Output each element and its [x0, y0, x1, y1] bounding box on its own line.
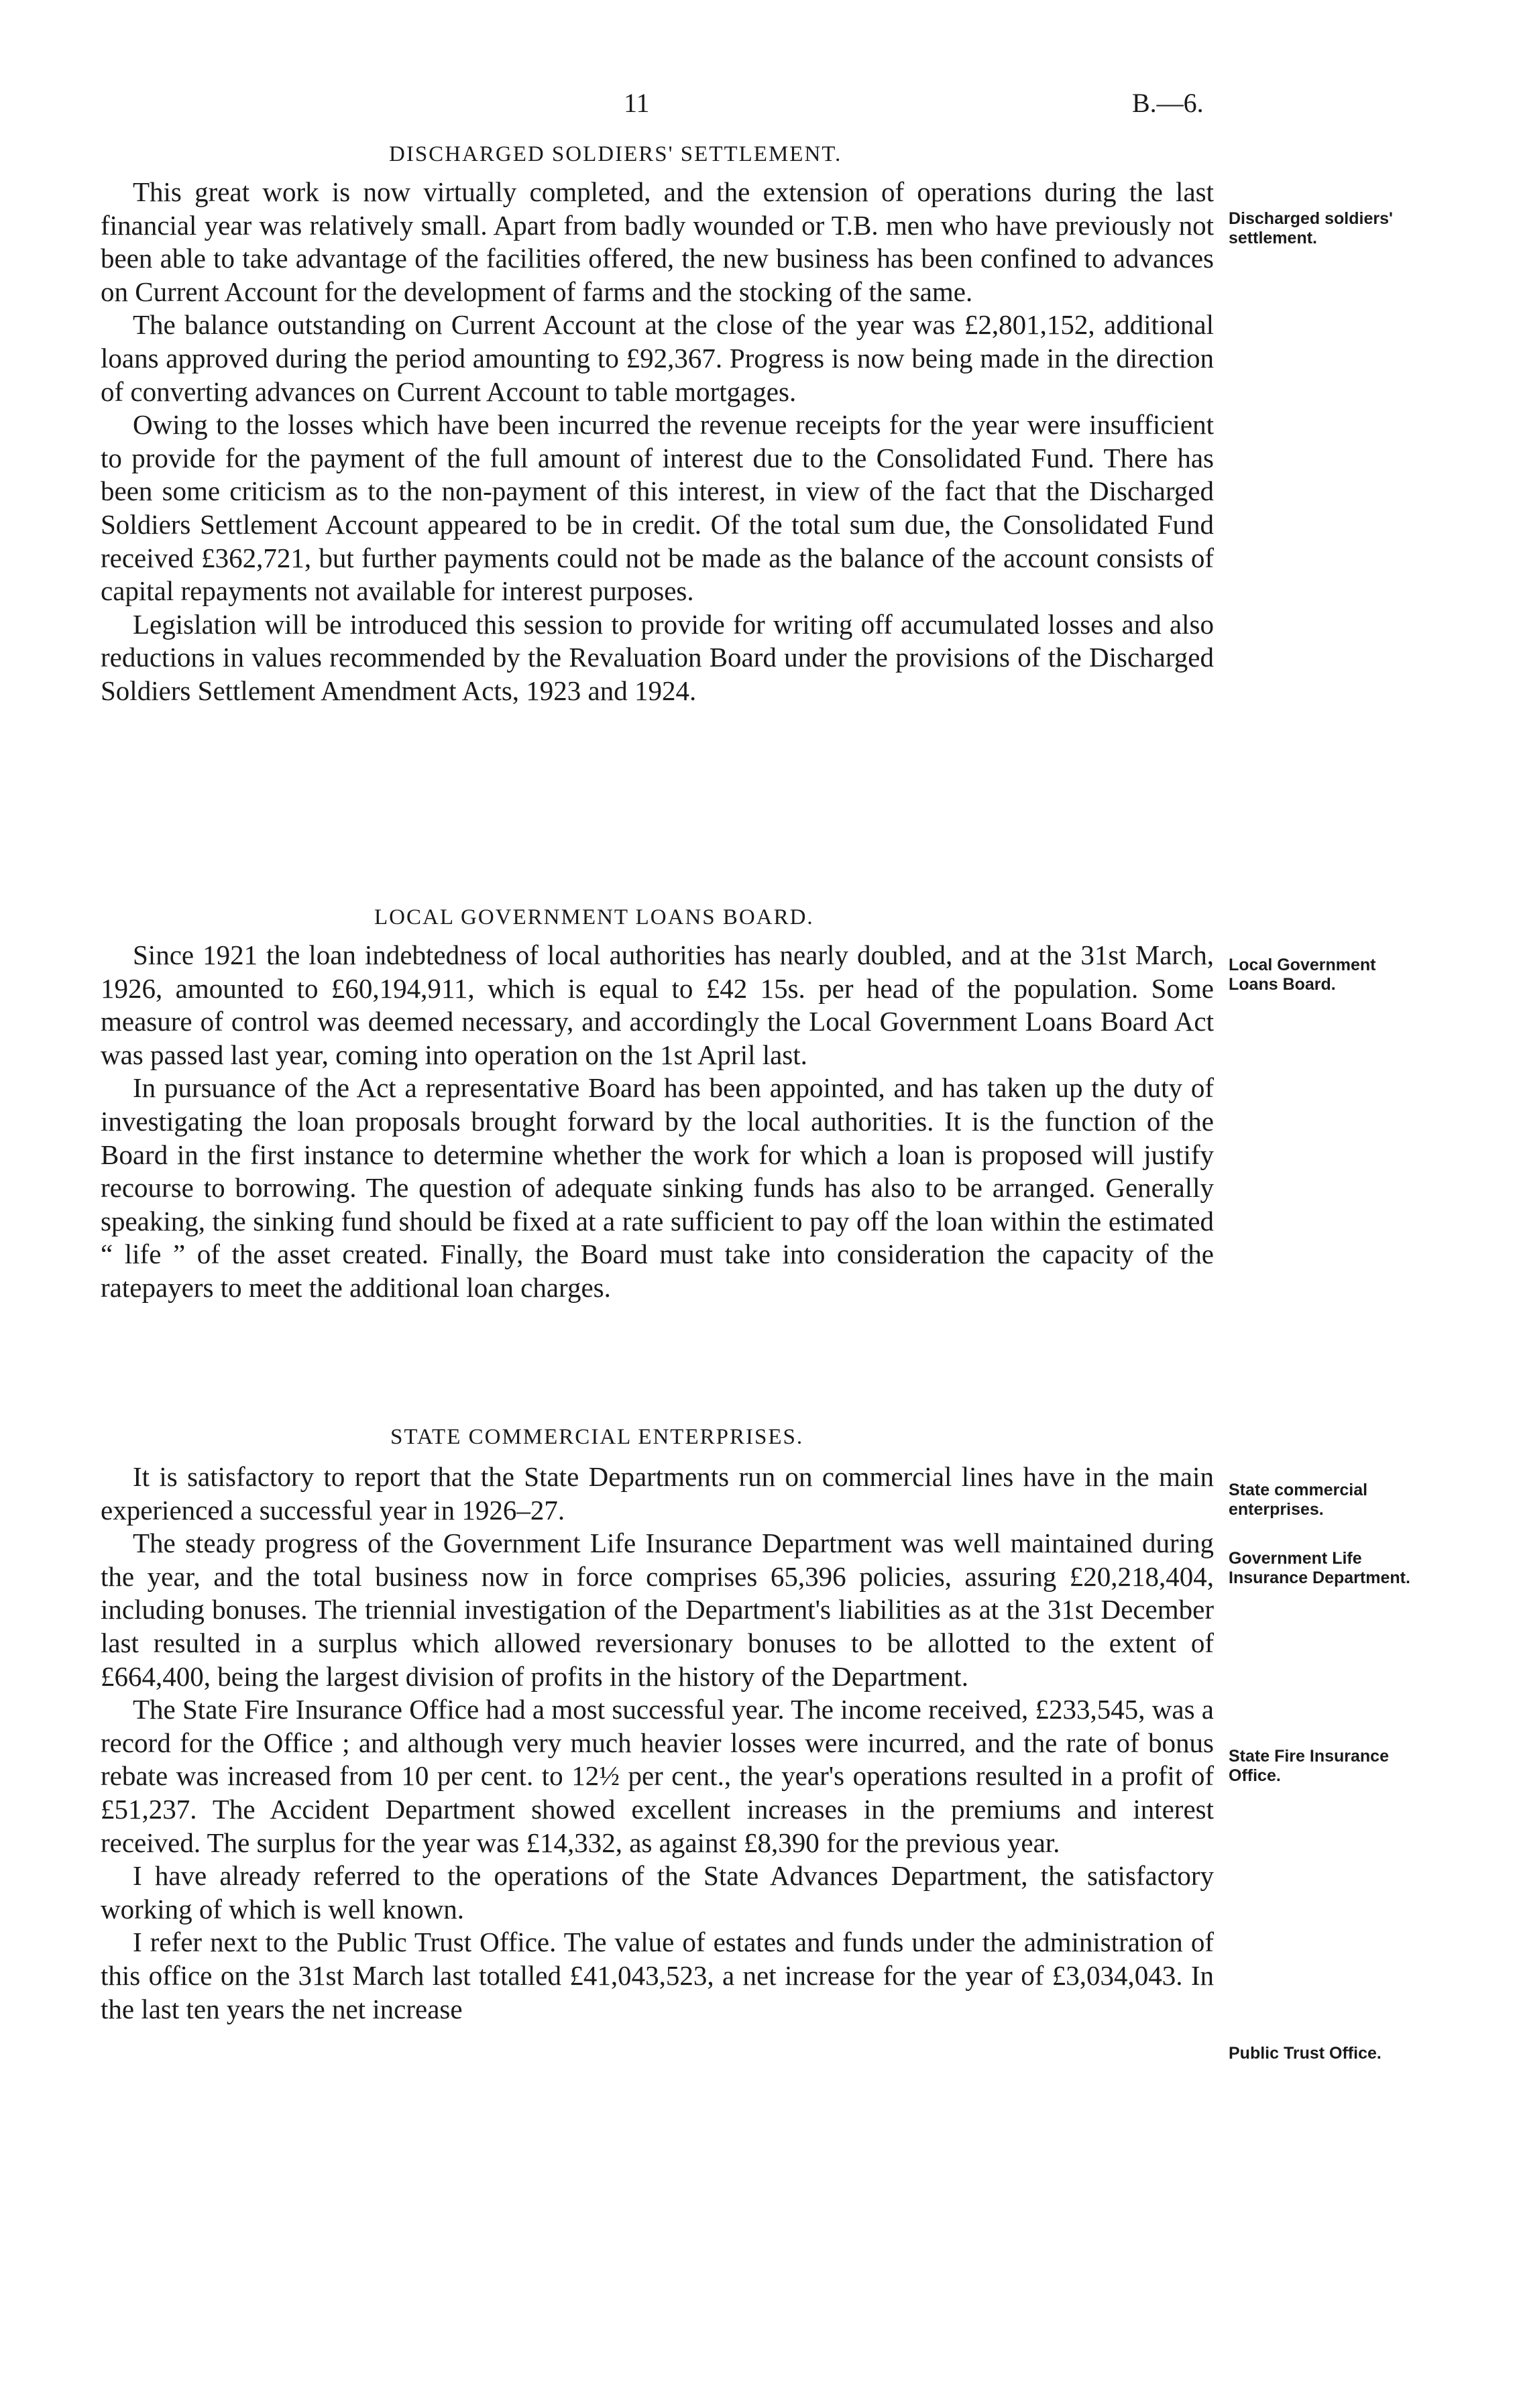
paragraph: The State Fire Insurance Office had a most successful year. The income received, £233,545, was a record for the Office ; and although very much heavier losses were incurred, and the rate of bonus rebate was increased from 10 per cent. to 12½ per cent., the year's operations resulted in a profit of £51,237. The Accident Department showed excellent increases in the premiums and interest received. The surplus for the year was £14,332, as against £8,390 for the previous year.	[101, 1694, 1214, 1858]
section-body-discharged-soldiers	[101, 176, 1214, 708]
margin-note: Public Trust Office.	[1229, 2044, 1382, 2063]
margin-note: State Fire Insurance Office.	[1229, 1747, 1389, 1785]
paragraph: I have already referred to the operations of the State Advances Department, the satisfactory working of which is well known.	[101, 1860, 1214, 1925]
paragraph: I refer next to the Public Trust Office. The value of estates and funds under the administration of this office on the 31st March last totalled £41,043,523, a net increase for the year of £3,034,043. In the last ten years the net increase	[101, 1927, 1214, 2024]
paragraph: The balance outstanding on Current Account at the close of the year was £2,801,152, additional loans approved during the period amounting to £92,367. Progress is now being made in the direction of converting advances on Current Account to table mortgages.	[101, 309, 1214, 407]
page-reference: B.—6.	[1132, 88, 1204, 118]
margin-note: State commercial enterprises.	[1229, 1481, 1368, 1519]
paragraph: In pursuance of the Act a representative Board has been appointed, and has taken up the duty of investigating the loan proposals brought forward by the local authorities. It is the function of the Board in the first instance to determine whether the work for which a loan is proposed will justify recourse to borrowing. The question of adequate sinking funds has also to be arranged. Generally speaking, the sinking fund should be fixed at a rate sufficient to pay off the loan within the estimated “ life ” of the asset created. Finally, the Board must take into consideration the capacity of the ratepayers to meet the additional loan charges.	[101, 1072, 1214, 1303]
section-heading-local-government: LOCAL GOVERNMENT LOANS BOARD.	[374, 905, 814, 929]
section-heading-state-commercial: STATE COMMERCIAL ENTERPRISES.	[390, 1425, 804, 1449]
paragraph: Since 1921 the loan indebtedness of local authorities has nearly doubled, and at the 31st March, 1926, amounted to £60,194,911, which is equal to £42 15s. per head of the population. Some measure of control was deemed necessary, and accordingly the Local Government Loans Board Act was passed last year, coming into operation on the 1st April last.	[101, 939, 1214, 1070]
paragraph: This great work is now virtually completed, and the extension of operations during the last financial year was relatively small. Apart from badly wounded or T.B. men who have previously not been able to take advantage of the facilities offered, the new business has been confined to advances on Current Account for the development of farms and the stocking of the same.	[101, 176, 1214, 307]
section-body-local-government	[101, 939, 1214, 1305]
section-body-state-commercial	[101, 1460, 1214, 2026]
page-header	[0, 87, 1521, 127]
page-number: 11	[624, 88, 650, 118]
margin-note: Local Government Loans Board.	[1229, 956, 1376, 994]
paragraph: Owing to the losses which have been incurred the revenue receipts for the year were insufficient to provide for the payment of the full amount of interest due to the Consolidated Fund. There has been some criticism as to the non-payment of this interest, in view of the fact that the Discharged Soldiers Settlement Account appeared to be in credit. Of the total sum due, the Consolidated Fund received £362,721, but further payments could not be made as the balance of the account consists of capital repayments not available for interest purposes.	[101, 409, 1214, 607]
paragraph: The steady progress of the Government Life Insurance Department was well maintained during the year, and the total business now in force comprises 65,396 policies, assuring £20,218,404, including bonuses. The triennial investigation of the Department's liabilities as at the 31st December last resulted in a surplus which allowed reversionary bonuses to be allotted to the extent of £664,400, being the largest division of profits in the history of the Department.	[101, 1528, 1214, 1692]
paragraph: Legislation will be introduced this session to provide for writing off accumulated losses and also reductions in values recommended by the Revaluation Board under the provisions of the Discharged Soldiers Settlement Amendment Acts, 1923 and 1924.	[101, 608, 1214, 706]
paragraph: It is satisfactory to report that the State Departments run on commercial lines have in the main experienced a successful year in 1926–27.	[101, 1461, 1214, 1526]
margin-note: Government Life Insurance Department.	[1229, 1549, 1410, 1587]
section-heading-discharged-soldiers: DISCHARGED SOLDIERS' SETTLEMENT.	[389, 142, 842, 166]
margin-note: Discharged soldiers' settlement.	[1229, 209, 1393, 247]
